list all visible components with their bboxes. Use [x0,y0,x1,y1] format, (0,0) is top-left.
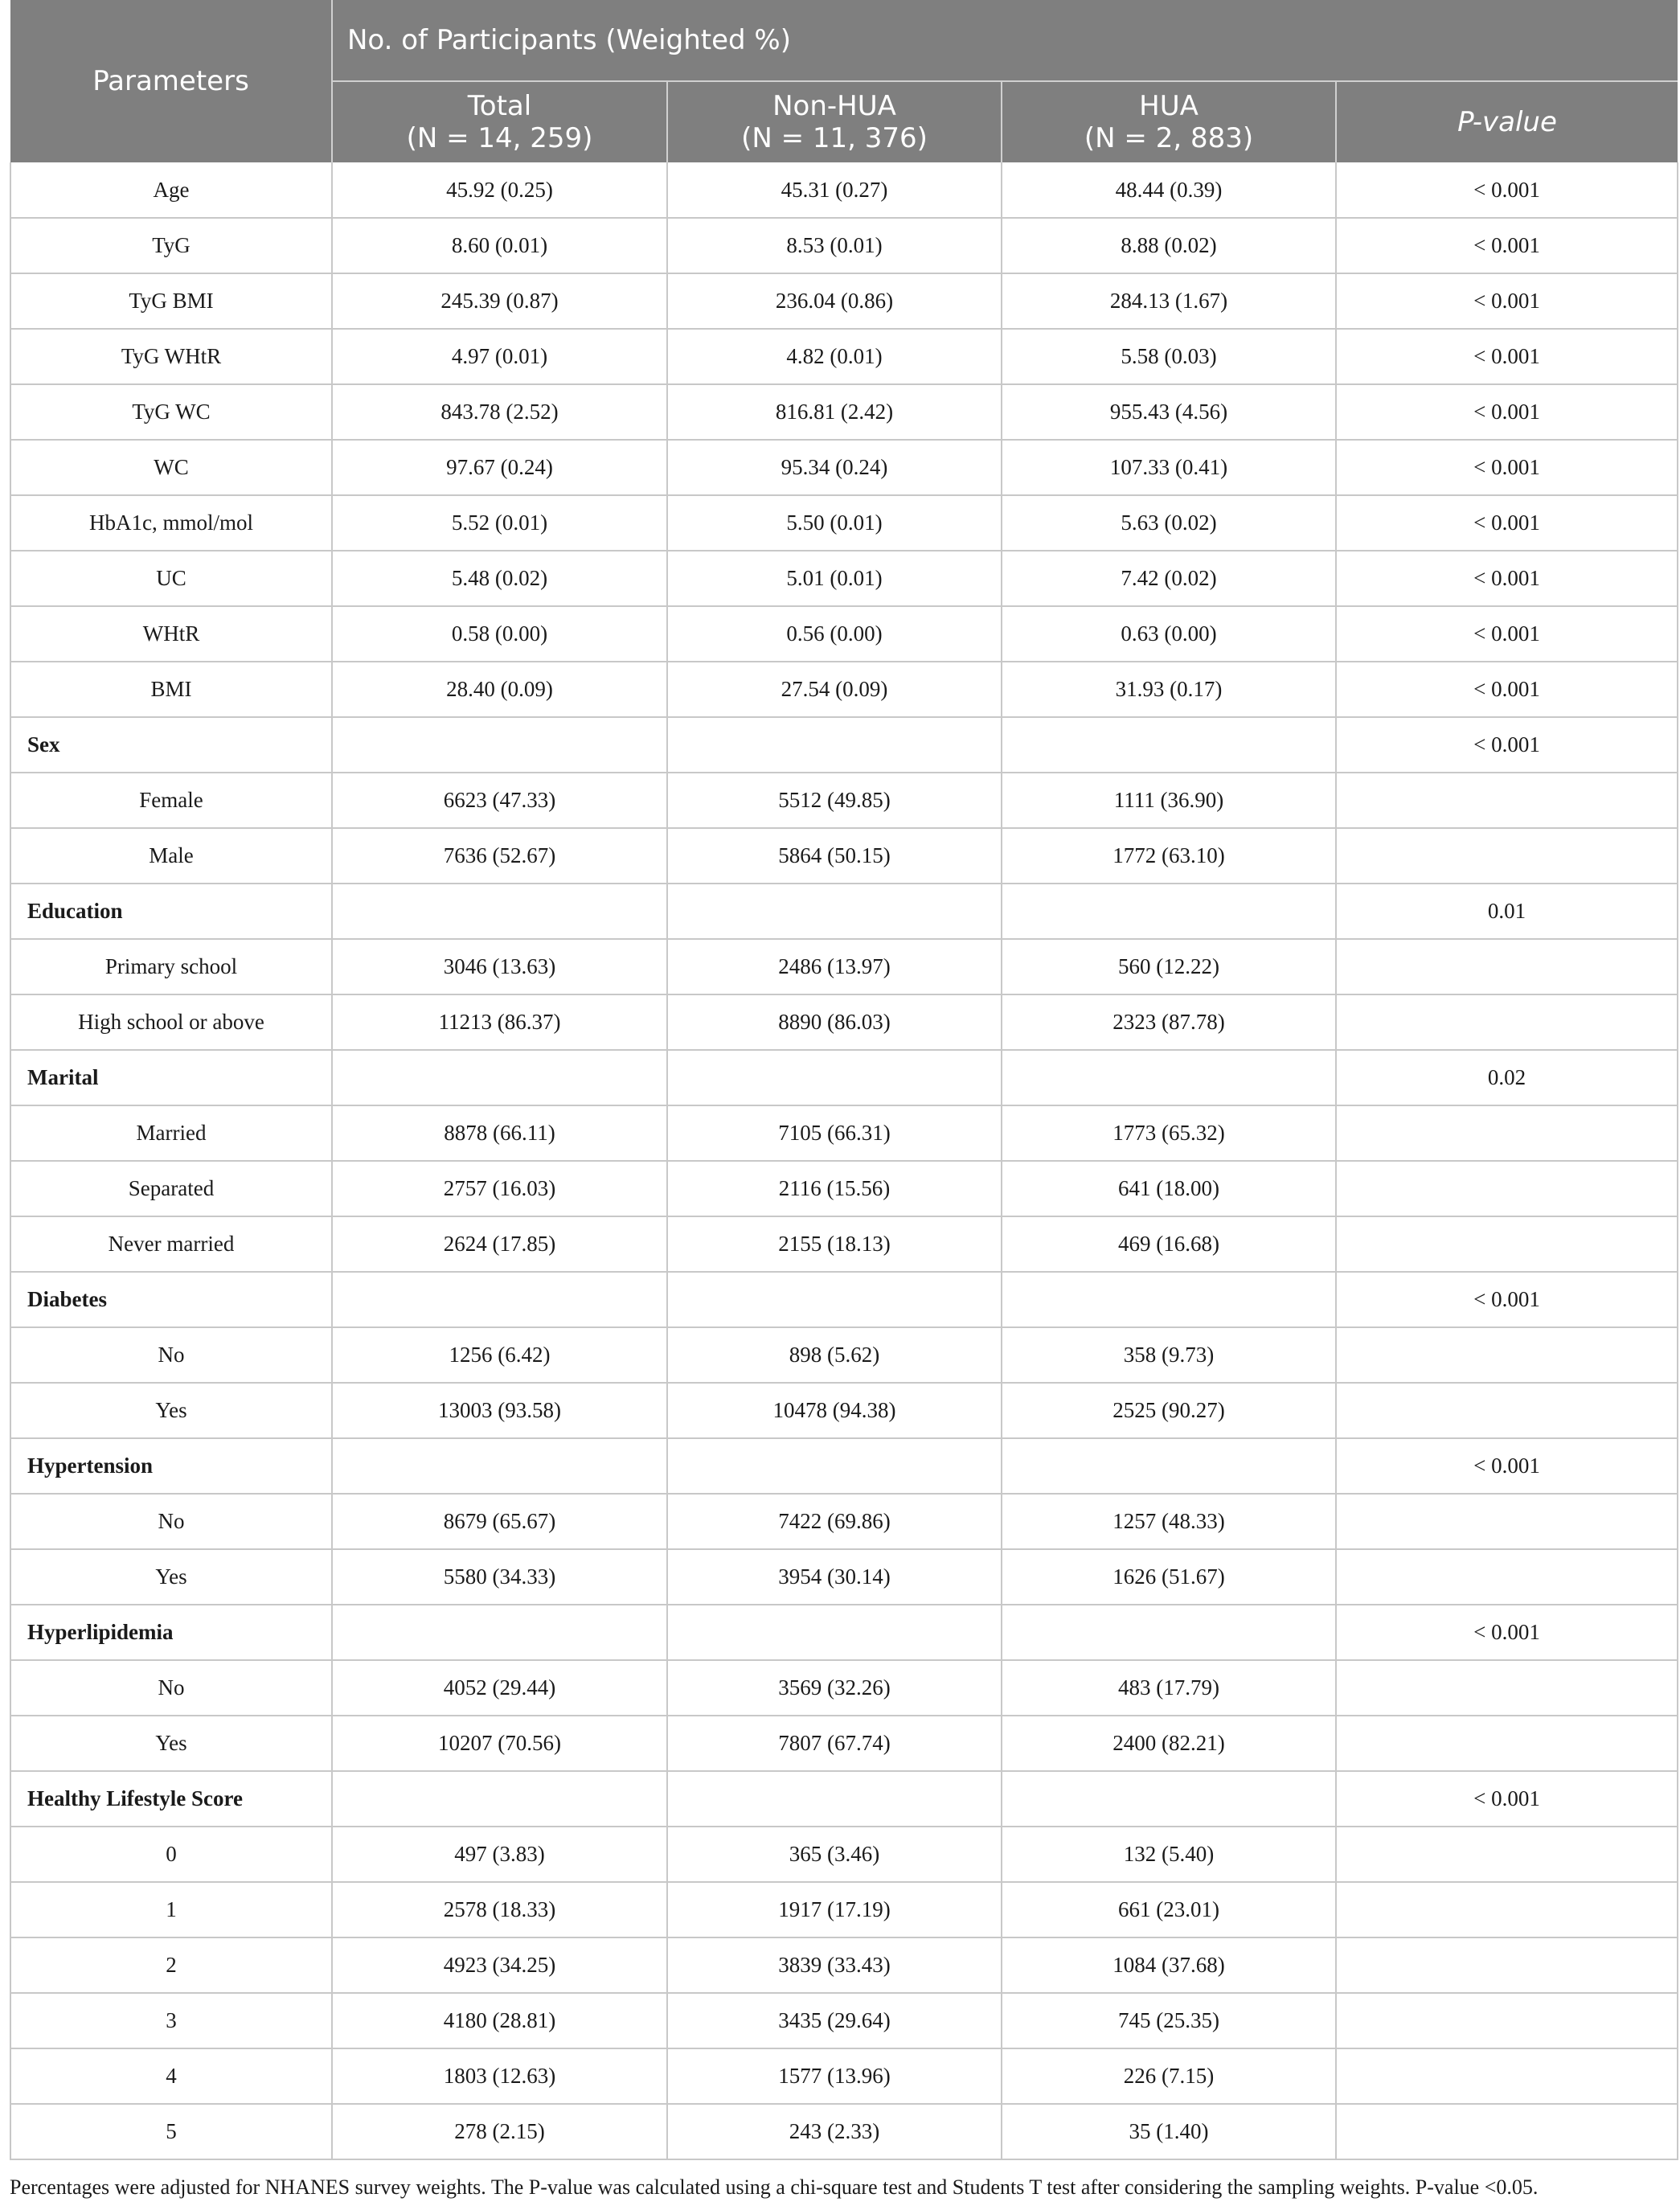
cell-pvalue [1336,828,1678,884]
cell-hua: 48.44 (0.39) [1002,162,1336,218]
cell-total [332,1771,667,1827]
cell-hua: 8.88 (0.02) [1002,218,1336,273]
cell-non-hua: 243 (2.33) [667,2104,1002,2159]
cell-total: 4.97 (0.01) [332,329,667,384]
cell-pvalue [1336,1660,1678,1716]
cell-total: 2624 (17.85) [332,1216,667,1272]
table-row [10,1105,1678,1161]
cell-total: 6623 (47.33) [332,773,667,828]
header-non-hua-name: Non-HUA [772,90,896,122]
cell-pvalue [1336,1549,1678,1605]
header-parameters: Parameters [10,0,332,162]
cell-non-hua: 27.54 (0.09) [667,662,1002,717]
cell-parameter: 4 [10,2048,332,2104]
cell-pvalue: 0.02 [1336,1050,1678,1105]
cell-hua: 0.63 (0.00) [1002,606,1336,662]
cell-total: 97.67 (0.24) [332,440,667,495]
cell-total: 245.39 (0.87) [332,273,667,329]
table-row [10,2104,1678,2159]
cell-non-hua: 2486 (13.97) [667,939,1002,994]
cell-pvalue: < 0.001 [1336,273,1678,329]
cell-total: 5.48 (0.02) [332,551,667,606]
header-group-title: No. of Participants (Weighted %) [332,0,1678,81]
cell-hua: 5.58 (0.03) [1002,329,1336,384]
table-row [10,440,1678,495]
cell-hua: 226 (7.15) [1002,2048,1336,2104]
cell-parameter: Hyperlipidemia [10,1605,332,1660]
cell-parameter: Sex [10,717,332,773]
cell-non-hua: 7422 (69.86) [667,1494,1002,1549]
cell-pvalue: 0.01 [1336,884,1678,939]
cell-pvalue: < 0.001 [1336,218,1678,273]
cell-non-hua: 5.01 (0.01) [667,551,1002,606]
cell-pvalue [1336,1993,1678,2048]
cell-total: 8878 (66.11) [332,1105,667,1161]
header-hua [1002,81,1336,162]
cell-non-hua [667,1771,1002,1827]
cell-pvalue [1336,2048,1678,2104]
cell-non-hua: 95.34 (0.24) [667,440,1002,495]
table-row [10,1716,1678,1771]
cell-hua: 745 (25.35) [1002,1993,1336,2048]
cell-non-hua: 4.82 (0.01) [667,329,1002,384]
cell-hua [1002,884,1336,939]
cell-non-hua: 3569 (32.26) [667,1660,1002,1716]
cell-hua: 483 (17.79) [1002,1660,1336,1716]
cell-non-hua: 45.31 (0.27) [667,162,1002,218]
cell-non-hua [667,884,1002,939]
cell-total: 4923 (34.25) [332,1937,667,1993]
cell-parameter: 2 [10,1937,332,1993]
cell-non-hua: 7105 (66.31) [667,1105,1002,1161]
cell-parameter: Diabetes [10,1272,332,1327]
cell-parameter: BMI [10,662,332,717]
cell-non-hua: 2155 (18.13) [667,1216,1002,1272]
cell-parameter: Age [10,162,332,218]
cell-parameter: Hypertension [10,1438,332,1494]
cell-non-hua: 2116 (15.56) [667,1161,1002,1216]
cell-pvalue [1336,1327,1678,1383]
cell-parameter: Separated [10,1161,332,1216]
table-row [10,1660,1678,1716]
cell-hua: 1772 (63.10) [1002,828,1336,884]
cell-hua: 1626 (51.67) [1002,1549,1336,1605]
cell-hua: 284.13 (1.67) [1002,273,1336,329]
cell-parameter: 1 [10,1882,332,1937]
table-group-row [10,1050,1678,1105]
cell-hua: 7.42 (0.02) [1002,551,1336,606]
cell-total: 8679 (65.67) [332,1494,667,1549]
cell-parameter: Yes [10,1383,332,1438]
cell-pvalue [1336,2104,1678,2159]
cell-hua: 2525 (90.27) [1002,1383,1336,1438]
table-row [10,1549,1678,1605]
cell-parameter: Yes [10,1716,332,1771]
cell-non-hua: 5864 (50.15) [667,828,1002,884]
table-row [10,1937,1678,1993]
cell-total [332,1050,667,1105]
cell-non-hua: 10478 (94.38) [667,1383,1002,1438]
cell-total: 3046 (13.63) [332,939,667,994]
cell-hua: 5.63 (0.02) [1002,495,1336,551]
cell-total: 843.78 (2.52) [332,384,667,440]
header-total [332,81,667,162]
cell-hua: 132 (5.40) [1002,1827,1336,1882]
table-row [10,1327,1678,1383]
cell-hua: 469 (16.68) [1002,1216,1336,1272]
cell-non-hua: 1577 (13.96) [667,2048,1002,2104]
cell-pvalue: < 0.001 [1336,1605,1678,1660]
table-row [10,551,1678,606]
cell-non-hua: 8890 (86.03) [667,994,1002,1050]
cell-hua: 560 (12.22) [1002,939,1336,994]
cell-non-hua: 3954 (30.14) [667,1549,1002,1605]
cell-total: 1256 (6.42) [332,1327,667,1383]
cell-total: 5580 (34.33) [332,1549,667,1605]
cell-hua: 35 (1.40) [1002,2104,1336,2159]
table-row [10,994,1678,1050]
cell-parameter: WHtR [10,606,332,662]
cell-hua: 31.93 (0.17) [1002,662,1336,717]
cell-pvalue: < 0.001 [1336,162,1678,218]
table-row [10,1161,1678,1216]
cell-hua: 358 (9.73) [1002,1327,1336,1383]
table-row [10,1383,1678,1438]
table-row [10,828,1678,884]
cell-parameter: Primary school [10,939,332,994]
cell-pvalue [1336,1216,1678,1272]
cell-total: 7636 (52.67) [332,828,667,884]
cell-total: 1803 (12.63) [332,2048,667,2104]
table-group-row [10,1272,1678,1327]
cell-non-hua: 365 (3.46) [667,1827,1002,1882]
cell-total: 28.40 (0.09) [332,662,667,717]
cell-hua: 1111 (36.90) [1002,773,1336,828]
cell-total: 497 (3.83) [332,1827,667,1882]
table-row [10,384,1678,440]
cell-pvalue [1336,1383,1678,1438]
cell-pvalue: < 0.001 [1336,1438,1678,1494]
cell-non-hua [667,1605,1002,1660]
cell-parameter: Marital [10,1050,332,1105]
table-row [10,329,1678,384]
cell-total [332,1272,667,1327]
cell-non-hua: 5512 (49.85) [667,773,1002,828]
cell-parameter: No [10,1660,332,1716]
cell-pvalue: < 0.001 [1336,440,1678,495]
footnote: Percentages were adjusted for NHANES survey weights. The P-value was calculated using a chi-square test and Students T test after considering the sampling weights. P-value <0.05. [10,2175,1539,2199]
cell-pvalue [1336,1937,1678,1993]
cell-non-hua: 3839 (33.43) [667,1937,1002,1993]
cell-pvalue: < 0.001 [1336,551,1678,606]
cell-total: 11213 (86.37) [332,994,667,1050]
cell-parameter: Education [10,884,332,939]
cell-total: 13003 (93.58) [332,1383,667,1438]
cell-hua: 661 (23.01) [1002,1882,1336,1937]
cell-pvalue: < 0.001 [1336,606,1678,662]
cell-total: 5.52 (0.01) [332,495,667,551]
table-group-row [10,1438,1678,1494]
header-non-hua-n: (N = 11, 376) [741,122,928,154]
cell-total [332,717,667,773]
cell-parameter: 0 [10,1827,332,1882]
cell-parameter: Yes [10,1549,332,1605]
table-row [10,1216,1678,1272]
cell-parameter: High school or above [10,994,332,1050]
table-group-row [10,1605,1678,1660]
cell-total: 4180 (28.81) [332,1993,667,2048]
cell-total: 0.58 (0.00) [332,606,667,662]
cell-parameter: 3 [10,1993,332,2048]
cell-non-hua: 816.81 (2.42) [667,384,1002,440]
cell-non-hua: 8.53 (0.01) [667,218,1002,273]
table-row [10,773,1678,828]
cell-pvalue [1336,1716,1678,1771]
cell-non-hua [667,717,1002,773]
cell-pvalue [1336,1882,1678,1937]
cell-pvalue: < 0.001 [1336,329,1678,384]
cell-pvalue: < 0.001 [1336,717,1678,773]
table-row [10,1882,1678,1937]
cell-parameter: TyG [10,218,332,273]
header-non-hua [667,81,1002,162]
cell-parameter: TyG WHtR [10,329,332,384]
header-hua-name: HUA [1139,90,1199,122]
cell-hua [1002,1771,1336,1827]
cell-parameter: Married [10,1105,332,1161]
cell-parameter: UC [10,551,332,606]
cell-parameter: Female [10,773,332,828]
cell-hua: 2400 (82.21) [1002,1716,1336,1771]
header-pvalue: P-value [1336,81,1678,162]
cell-pvalue [1336,1494,1678,1549]
cell-hua: 1084 (37.68) [1002,1937,1336,1993]
cell-pvalue: < 0.001 [1336,662,1678,717]
table-row [10,662,1678,717]
cell-non-hua [667,1272,1002,1327]
cell-total: 2578 (18.33) [332,1882,667,1937]
cell-total: 4052 (29.44) [332,1660,667,1716]
cell-pvalue: < 0.001 [1336,1771,1678,1827]
cell-parameter: No [10,1494,332,1549]
table-row [10,495,1678,551]
cell-hua [1002,1050,1336,1105]
cell-non-hua: 3435 (29.64) [667,1993,1002,2048]
table-row [10,162,1678,218]
cell-non-hua [667,1438,1002,1494]
cell-hua: 1773 (65.32) [1002,1105,1336,1161]
cell-non-hua: 236.04 (0.86) [667,273,1002,329]
cell-parameter: HbA1c, mmol/mol [10,495,332,551]
cell-hua: 955.43 (4.56) [1002,384,1336,440]
cell-pvalue: < 0.001 [1336,495,1678,551]
cell-total [332,1438,667,1494]
table-header [10,0,1678,162]
cell-hua [1002,1272,1336,1327]
cell-parameter: TyG WC [10,384,332,440]
table-group-row [10,884,1678,939]
cell-non-hua: 1917 (17.19) [667,1882,1002,1937]
cell-hua: 1257 (48.33) [1002,1494,1336,1549]
cell-total: 10207 (70.56) [332,1716,667,1771]
header-total-n: (N = 14, 259) [406,122,593,154]
cell-total: 45.92 (0.25) [332,162,667,218]
table-row [10,939,1678,994]
table-row [10,1827,1678,1882]
cell-pvalue [1336,1161,1678,1216]
cell-non-hua: 0.56 (0.00) [667,606,1002,662]
cell-total: 2757 (16.03) [332,1161,667,1216]
cell-pvalue: < 0.001 [1336,384,1678,440]
cell-parameter: No [10,1327,332,1383]
cell-parameter: Healthy Lifestyle Score [10,1771,332,1827]
table-row [10,218,1678,273]
cell-non-hua: 7807 (67.74) [667,1716,1002,1771]
cell-non-hua: 5.50 (0.01) [667,495,1002,551]
table-group-row [10,1771,1678,1827]
header-total-name: Total [467,90,532,122]
cell-hua [1002,717,1336,773]
cell-hua: 107.33 (0.41) [1002,440,1336,495]
cell-parameter: Never married [10,1216,332,1272]
participants-table [10,0,1678,2160]
cell-total: 8.60 (0.01) [332,218,667,273]
cell-hua: 641 (18.00) [1002,1161,1336,1216]
cell-hua: 2323 (87.78) [1002,994,1336,1050]
cell-parameter: TyG BMI [10,273,332,329]
cell-hua [1002,1438,1336,1494]
cell-parameter: 5 [10,2104,332,2159]
table-row [10,2048,1678,2104]
cell-hua [1002,1605,1336,1660]
table-row [10,1993,1678,2048]
cell-non-hua [667,1050,1002,1105]
cell-pvalue [1336,994,1678,1050]
cell-pvalue [1336,773,1678,828]
cell-total: 278 (2.15) [332,2104,667,2159]
cell-parameter: Male [10,828,332,884]
cell-total [332,884,667,939]
cell-total [332,1605,667,1660]
cell-pvalue [1336,1827,1678,1882]
cell-pvalue [1336,939,1678,994]
cell-pvalue [1336,1105,1678,1161]
table-container [10,0,1677,2160]
table-row [10,1494,1678,1549]
cell-parameter: WC [10,440,332,495]
table-row [10,273,1678,329]
table-row [10,606,1678,662]
table-body [10,162,1678,2159]
header-hua-n: (N = 2, 883) [1084,122,1254,154]
table-group-row [10,717,1678,773]
cell-pvalue: < 0.001 [1336,1272,1678,1327]
cell-non-hua: 898 (5.62) [667,1327,1002,1383]
